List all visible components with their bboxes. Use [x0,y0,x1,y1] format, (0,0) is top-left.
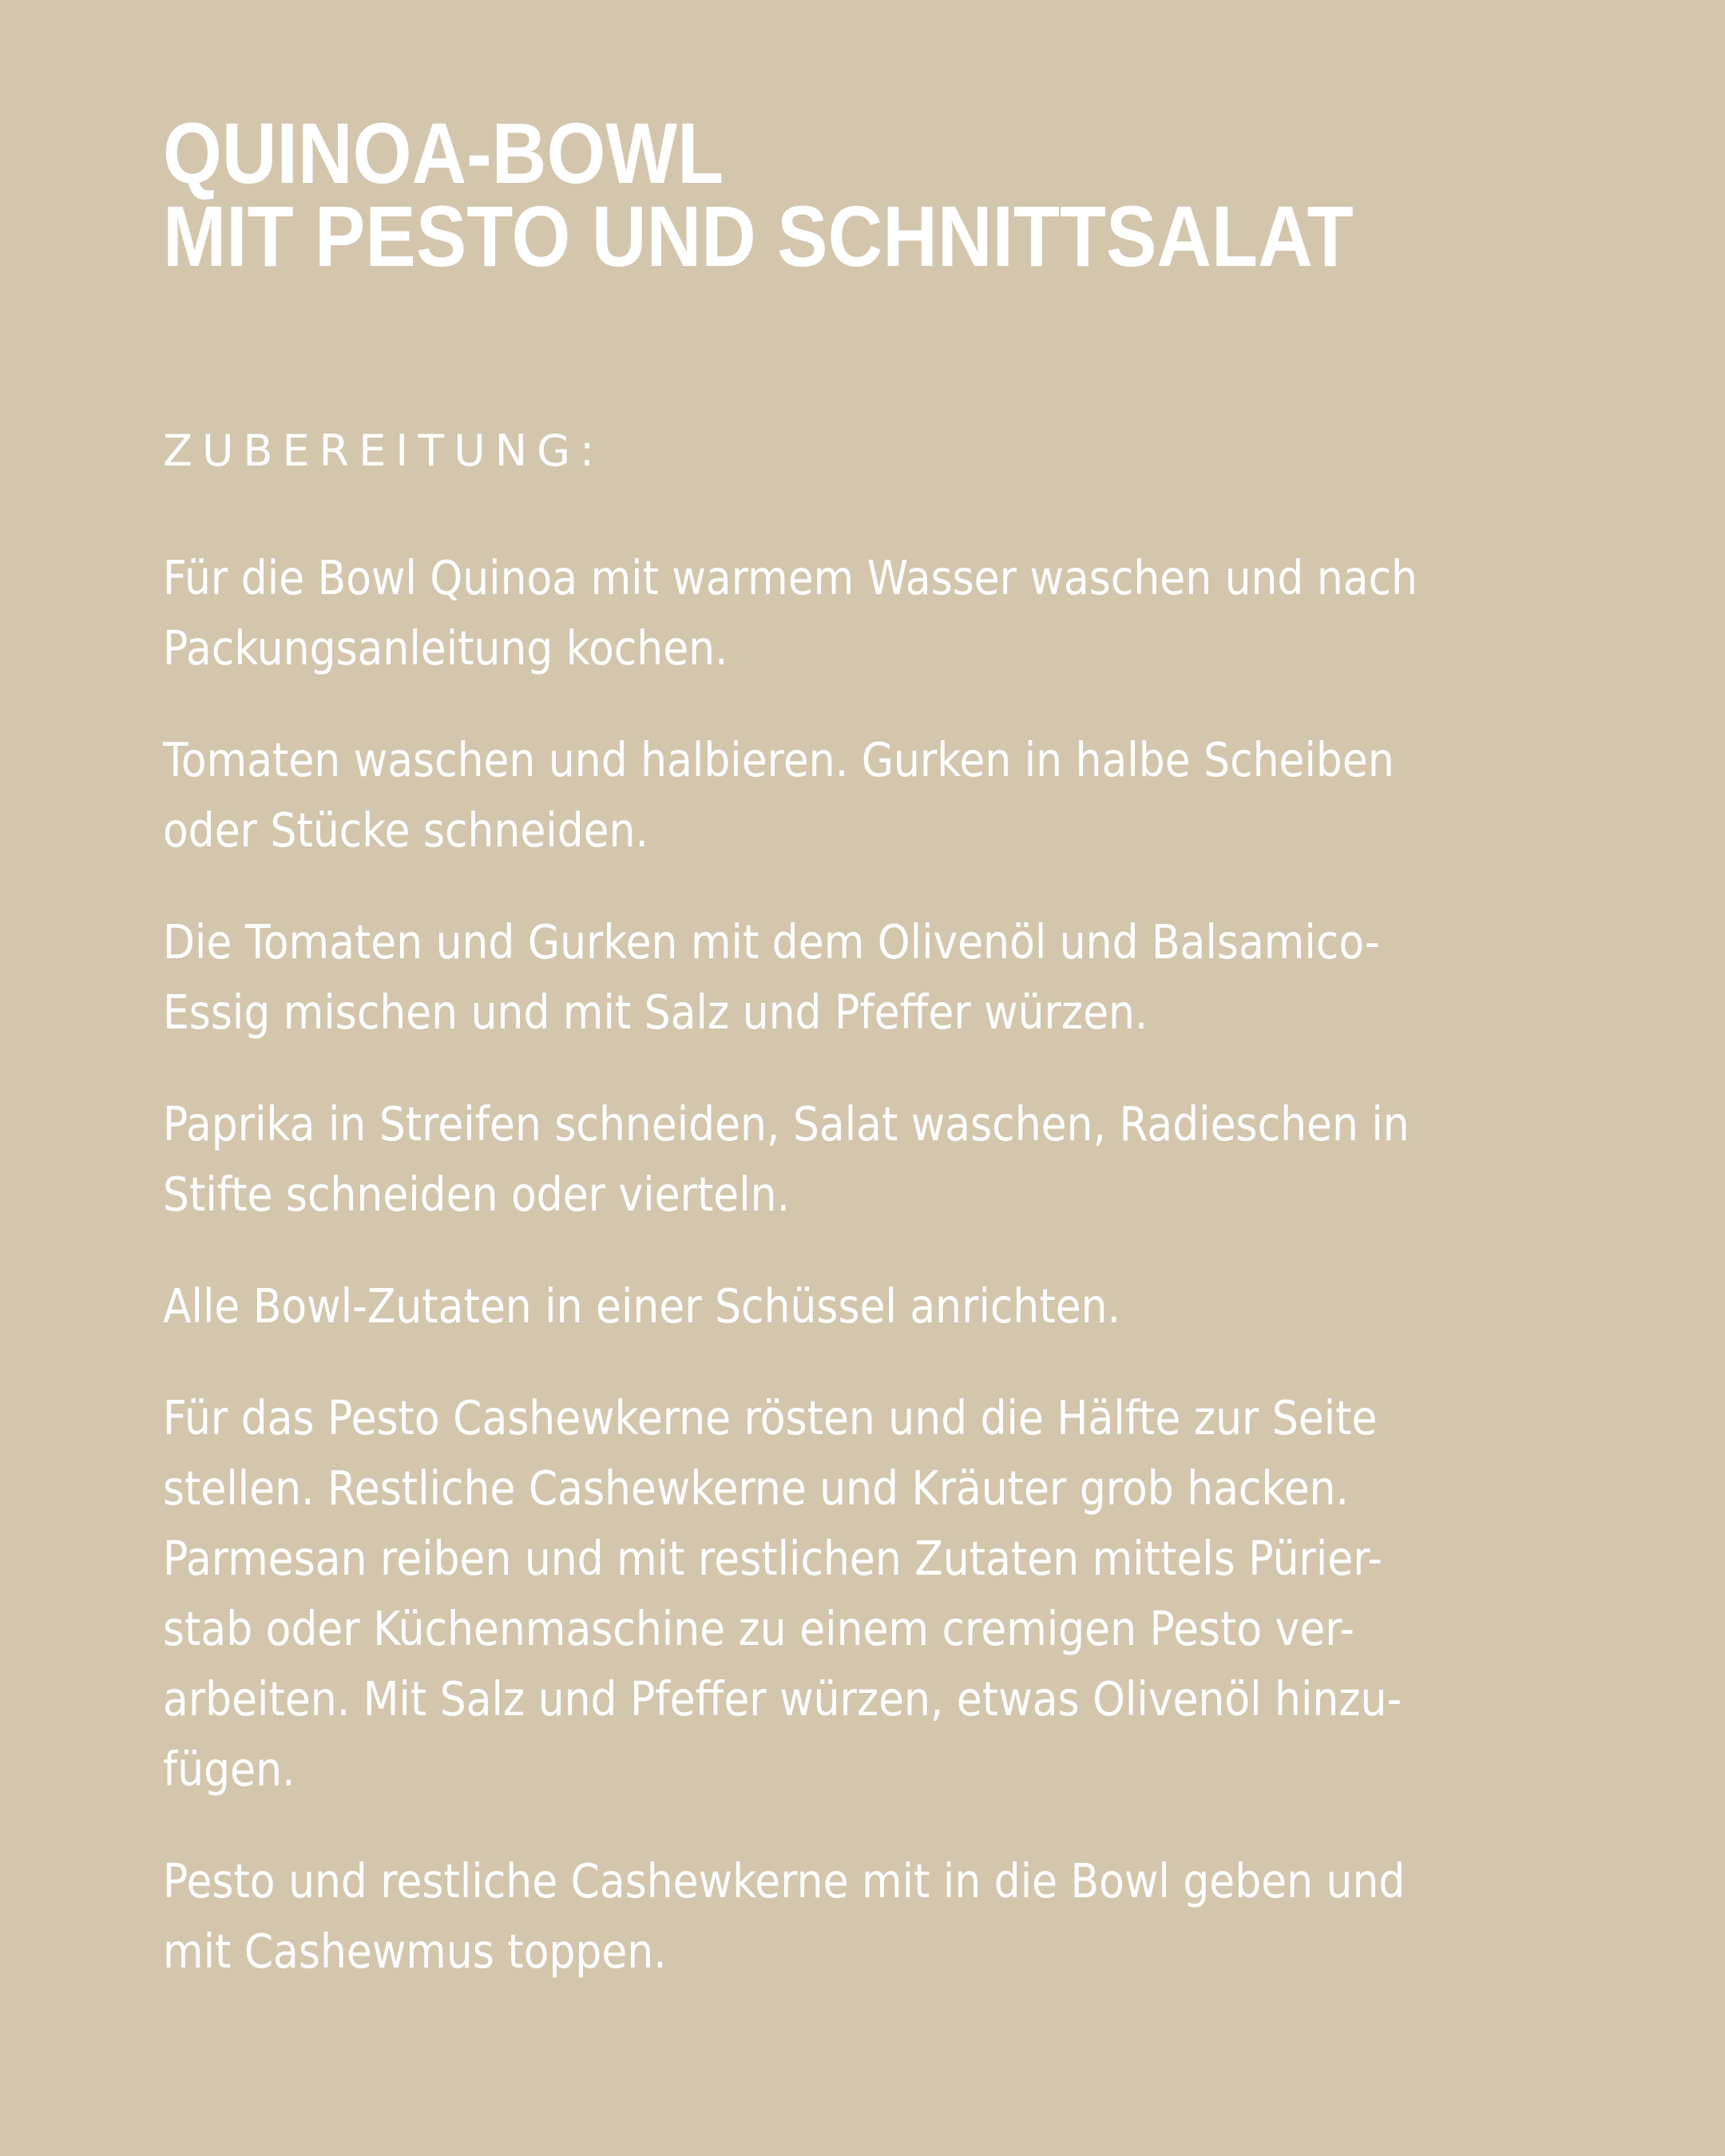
step-6-line-3: Parmesan reiben und mit restlichen Zutaten mittels Pürier- [163,1531,1383,1586]
step-2-line-2: oder Stücke schneiden. [163,803,649,858]
step-6-line-4: stab oder Küchenmaschine zu einem cremigen Pesto ver- [163,1601,1355,1656]
step-1 [163,543,1418,684]
step-4-line-2: Stifte schneiden oder vierteln. [163,1167,791,1222]
preparation-steps [163,543,1568,1987]
step-1-line-2: Packungsanleitung kochen. [163,620,728,676]
step-5-line-1: Alle Bowl-Zutaten in einer Schüssel anrichten. [163,1278,1121,1334]
recipe-title-line-1: QUINOA-BOWL [163,105,724,201]
step-3 [163,907,1400,1048]
step-6-line-6: fügen. [163,1742,295,1797]
step-4-line-1: Paprika in Streifen schneiden, Salat waschen, Radieschen in [163,1096,1410,1151]
step-7 [163,1846,1406,1987]
step-6 [163,1383,1400,1805]
step-3-line-2: Essig mischen und mit Salz und Pfeffer würzen. [163,985,1148,1040]
step-6-line-2: stellen. Restliche Cashewkerne und Kräuter grob hacken. [163,1460,1350,1516]
recipe-title-line-2: MIT PESTO UND SCHNITTSALAT [163,188,1354,284]
step-7-line-2: mit Cashewmus toppen. [163,1924,667,1979]
recipe-card [163,105,1568,1987]
step-2-line-1: Tomaten waschen und halbieren. Gurken in halbe Scheiben [163,732,1394,787]
step-4 [163,1089,1410,1230]
step-2 [163,725,1400,866]
step-1-line-1: Für die Bowl Quinoa mit warmem Wasser waschen und nach [163,550,1418,605]
step-6-line-5: arbeiten. Mit Salz und Pfeffer würzen, etwas Olivenöl hinzu- [163,1671,1402,1726]
step-3-line-1: Die Tomaten und Gurken mit dem Olivenöl und Balsamico- [163,914,1380,969]
step-5 [163,1271,1400,1342]
section-label-preparation: ZUBEREITUNG: [163,426,605,476]
step-6-line-1: Für das Pesto Cashewkerne rösten und die Hälfte zur Seite [163,1390,1378,1445]
recipe-title [163,105,1400,284]
step-7-line-1: Pesto und restliche Cashewkerne mit in die Bowl geben und [163,1853,1406,1908]
